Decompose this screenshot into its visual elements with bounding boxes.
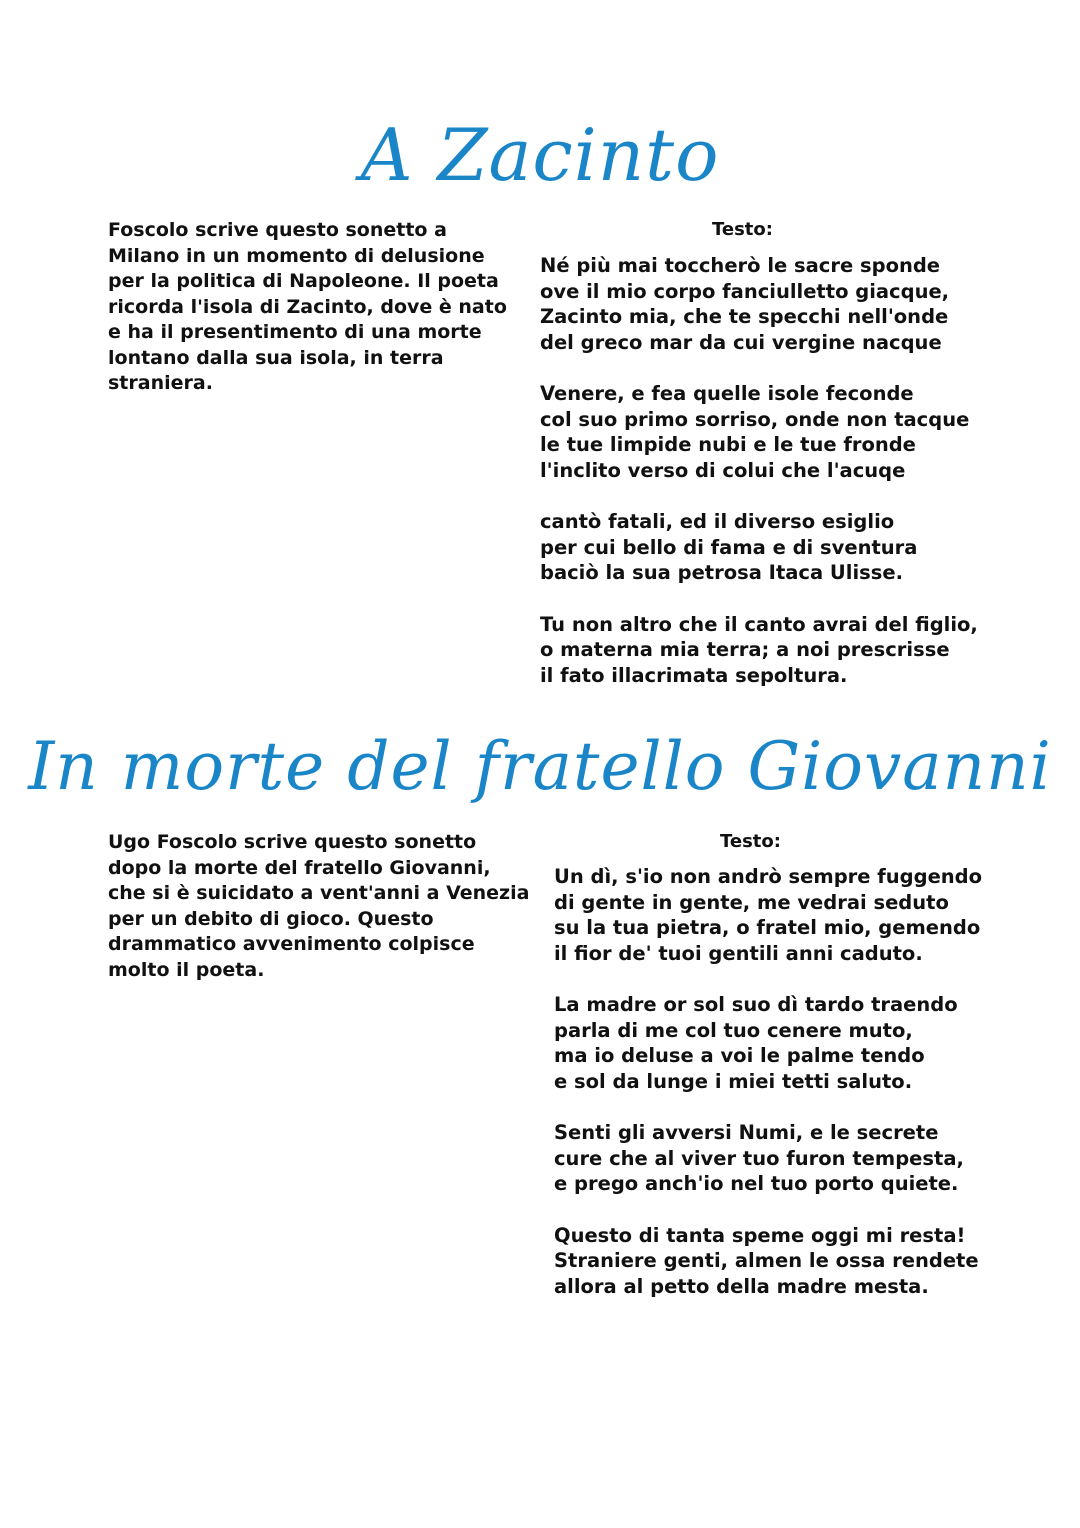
intro-in-morte-del-fratello: Ugo Foscolo scrive questo sonetto dopo la morte del fratello Giovanni, che si è suicidato a vent'anni a Venezia per un debito di gioco. Questo drammatico avvenimento colpisce molto il poeta. (108, 831, 530, 981)
stanza: La madre or sol suo dì tardo traendo parla di me col tuo cenere muto, ma io deluse a voi le palme tendo e sol da lunge i miei tetti saluto. (554, 993, 958, 1093)
stanza: Tu non altro che il canto avrai del figlio, o materna mia terra; a noi prescrisse il fato illacrimata sepoltura. (540, 612, 978, 687)
testo-label-a-zacinto: Testo: (712, 219, 773, 240)
title-in-morte-del-fratello-giovanni: In morte del fratello Giovanni (28, 728, 1052, 805)
poem-a-zacinto (540, 253, 978, 714)
stanza: Né più mai toccherò le sacre sponde ove il mio corpo fanciulletto giacque, Zacinto mia, che te specchi nell'onde del greco mar da cui vergine nacque (540, 254, 950, 354)
stanza: cantò fatali, ed il diverso esiglio per cui bello di fama e di sventura baciò la sua petrosa Itaca Ulisse. (540, 510, 918, 584)
poem-in-morte-del-fratello (554, 864, 982, 1325)
stanza: Senti gli avversi Numi, e le secrete cure che al viver tuo furon tempesta, e prego anch'io nel tuo porto quiete. (554, 1121, 964, 1195)
stanza: Un dì, s'io non andrò sempre fuggendo di gente in gente, me vedrai seduto su la tua pietra, o fratel mio, gemendo il fior de' tuoi gentili anni caduto. (554, 865, 983, 965)
testo-label-in-morte-del-fratello: Testo: (720, 831, 781, 852)
title-a-zacinto: A Zacinto (360, 113, 720, 197)
stanza: Questo di tanta speme oggi mi resta! Straniere genti, almen le ossa rendete allora al petto della madre mesta. (554, 1223, 979, 1298)
intro-a-zacinto: Foscolo scrive questo sonetto a Milano in un momento di delusione per la politica di Napoleone. Il poeta ricorda l'isola di Zacinto, dove è nato e ha il presentimento di una morte lontano dalla sua isola, in terra straniera. (108, 219, 507, 394)
stanza: Venere, e fea quelle isole feconde col suo primo sorriso, onde non tacque le tue limpide nubi e le tue fronde l'inclito verso di colui che l'acuqe (540, 382, 970, 482)
